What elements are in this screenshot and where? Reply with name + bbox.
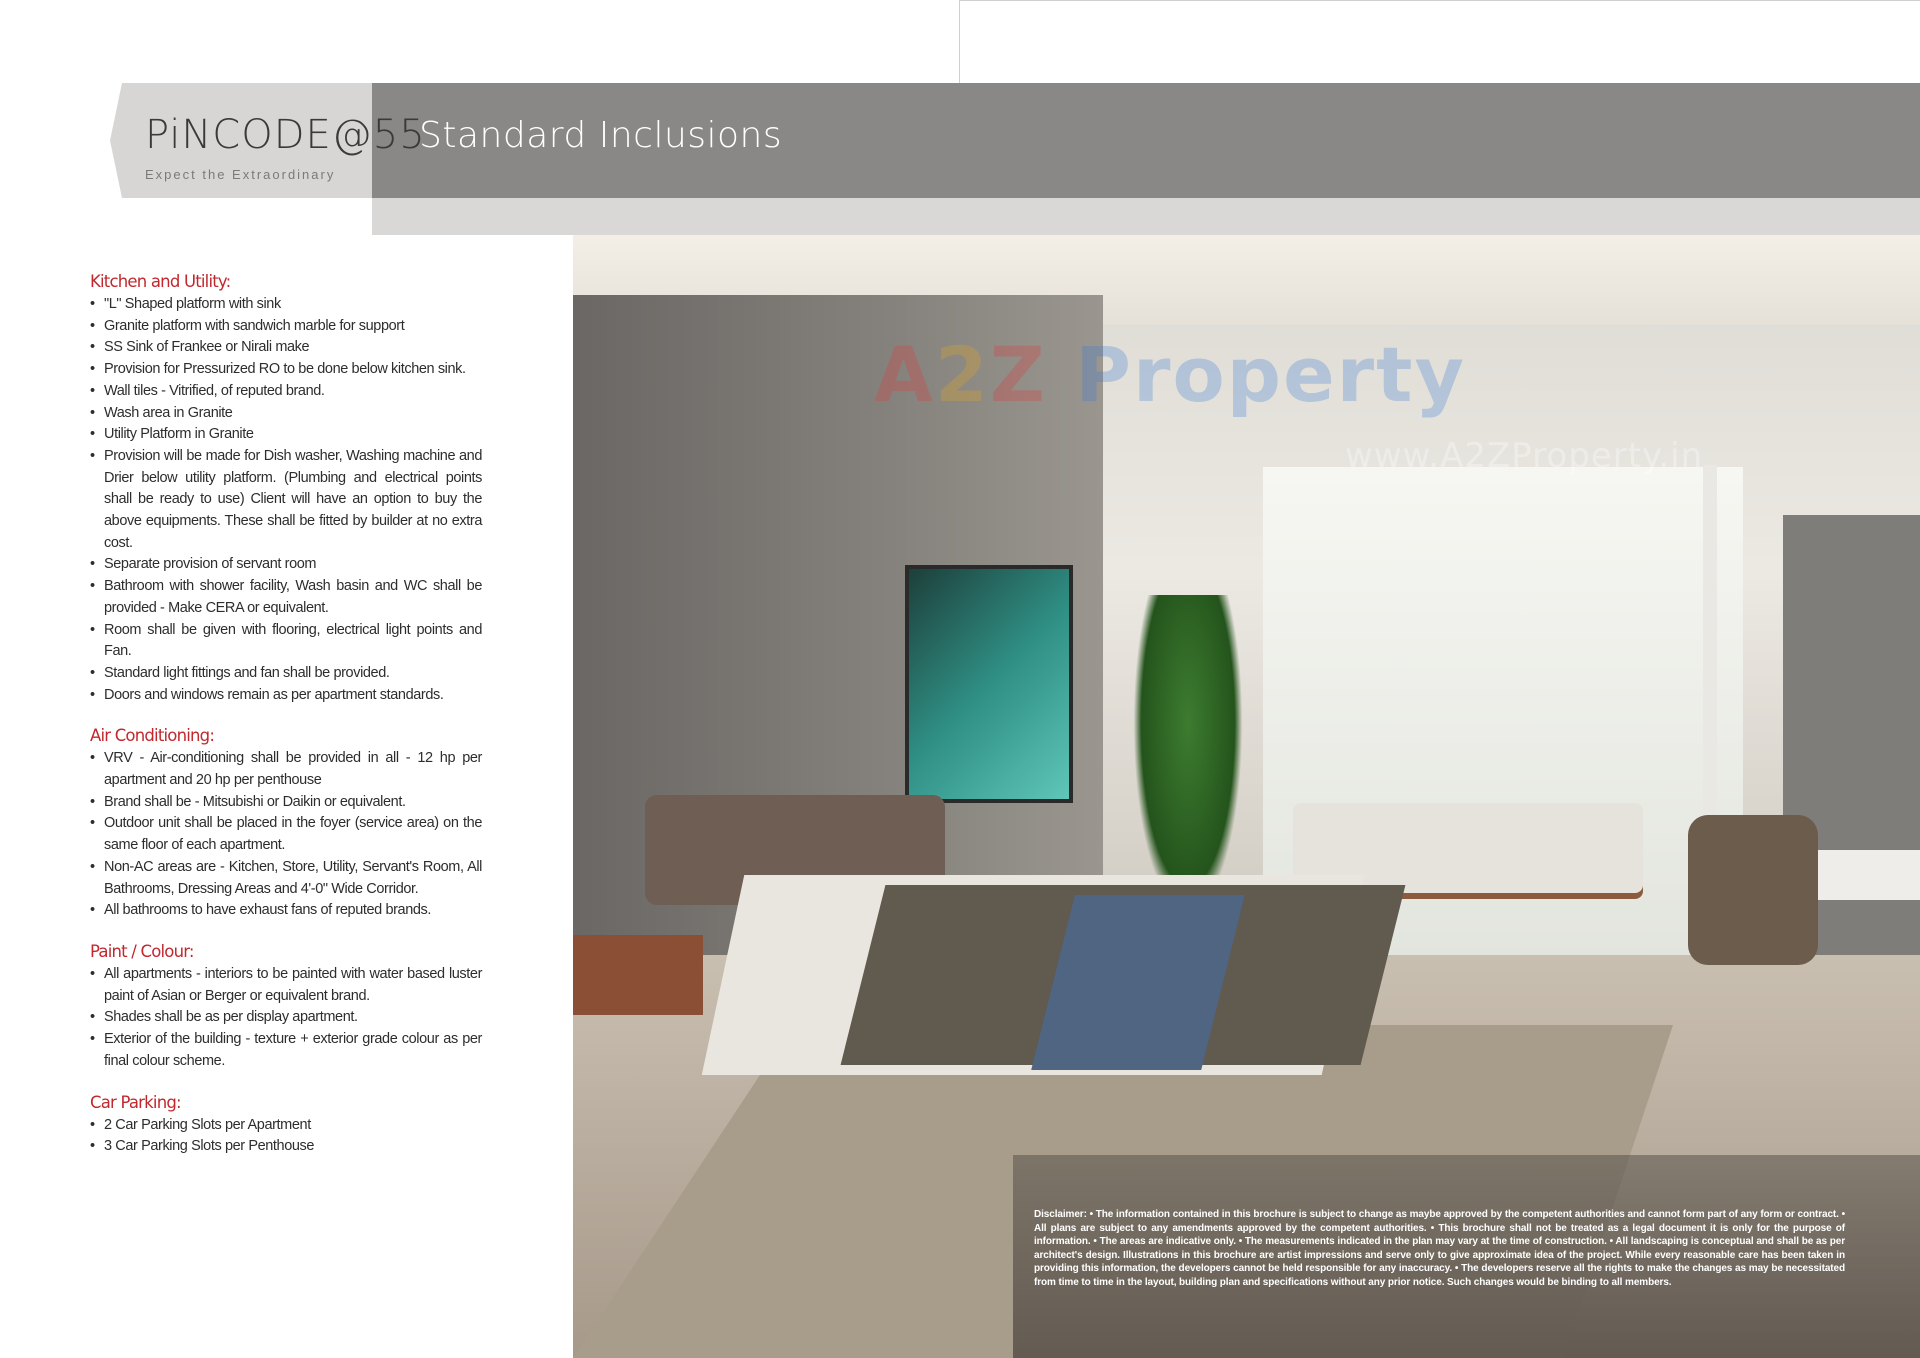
list-item: • Wash area in Granite bbox=[90, 403, 482, 425]
section-title: Air Conditioning: bbox=[90, 726, 215, 746]
section-paint-colour bbox=[90, 942, 482, 1073]
list-item: • Wall tiles - Vitrified, of reputed brand. bbox=[90, 381, 482, 403]
list-item: • Provision for Pressurized RO to be done below kitchen sink. bbox=[90, 359, 482, 381]
list-item: • Provision will be made for Dish washer, Washing machine and Drier below utility platform. (Plumbing and electrical points shall be ready to use) Client will have an option to buy the above equipments. These shall be fitted by builder at no extra cost. bbox=[90, 446, 482, 555]
list-item: • Utility Platform in Granite bbox=[90, 424, 482, 446]
watermark-brand bbox=[874, 330, 1466, 419]
nightstand bbox=[573, 935, 703, 1015]
potted-plant bbox=[1133, 595, 1243, 915]
header-subband bbox=[372, 198, 1920, 235]
logo-brand: PiNCODE@55 bbox=[145, 112, 426, 158]
section-title: Kitchen and Utility: bbox=[90, 272, 231, 291]
watermark-part: A bbox=[874, 330, 935, 419]
page-top-edge bbox=[959, 0, 1920, 1]
watermark-part: 2 bbox=[934, 330, 990, 419]
inclusions-list bbox=[90, 272, 482, 1178]
page-title: Standard Inclusions bbox=[419, 115, 783, 156]
list-item: • SS Sink of Frankee or Nirali make bbox=[90, 337, 482, 359]
list-item: • Separate provision of servant room bbox=[90, 554, 482, 576]
list-item: • Doors and windows remain as per apartment standards. bbox=[90, 685, 482, 707]
list-item: • Outdoor unit shall be placed in the foyer (service area) on the same floor of each apartment. bbox=[90, 813, 482, 856]
lounge-chair bbox=[1688, 815, 1818, 965]
section-car-parking bbox=[90, 1093, 482, 1158]
list-item: • Room shall be given with flooring, electrical light points and Fan. bbox=[90, 620, 482, 663]
list-item: • All apartments - interiors to be painted with water based luster paint of Asian or Berger or equivalent brand. bbox=[90, 964, 482, 1007]
section-air-conditioning bbox=[90, 726, 482, 922]
watermark-url: www.A2ZProperty.in bbox=[1345, 436, 1704, 476]
section-kitchen-utility bbox=[90, 272, 482, 706]
disclaimer-text: Disclaimer: • The information contained in this brochure is subject to change as maybe approved by the competent authorities and cannot form part of any form or contract. • All plans are subject to any amendments approved by the competent authorities. • This brochure shall not be treated as a legal document it is only for the purpose of information. • The areas are indicative only. • The measurements indicated in the plan may vary at the time of construction. • All landscaping is conceptual and shall be as per architect's design. Illustrations in this brochure are artist impressions and serve only to give approximate idea of the project. While every reasonable care has been taken in providing this information, the developers cannot be held responsible for any inaccuracy. • The developers reserve all the rights to make the changes as may be necessitated from time to time in the layout, building plan and specifications without any prior notice. Such changes would be binding to all members. bbox=[1034, 1209, 1845, 1288]
list-item: • VRV - Air-conditioning shall be provided in all - 12 hp per apartment and 20 hp per penthouse bbox=[90, 748, 482, 791]
list-item: • Standard light fittings and fan shall be provided. bbox=[90, 663, 482, 685]
list-item: • Brand shall be - Mitsubishi or Daikin or equivalent. bbox=[90, 792, 482, 814]
watermark-part: Property bbox=[1046, 330, 1466, 419]
list-item: • Exterior of the building - texture + exterior grade colour as per final colour scheme. bbox=[90, 1029, 482, 1072]
list-item: • Shades shall be as per display apartment. bbox=[90, 1007, 482, 1029]
list-item: • Bathroom with shower facility, Wash basin and WC shall be provided - Make CERA or equivalent. bbox=[90, 576, 482, 619]
list-item: • 2 Car Parking Slots per Apartment bbox=[90, 1115, 482, 1137]
watermark-part: Z bbox=[989, 330, 1047, 419]
wall-art bbox=[905, 565, 1073, 803]
logo-tagline: Expect the Extraordinary bbox=[145, 167, 336, 182]
list-item: • 3 Car Parking Slots per Penthouse bbox=[90, 1136, 482, 1158]
list-item: • "L" Shaped platform with sink bbox=[90, 294, 482, 316]
list-item: • Granite platform with sandwich marble for support bbox=[90, 316, 482, 338]
list-item: • All bathrooms to have exhaust fans of reputed brands. bbox=[90, 900, 482, 922]
list-item: • Non-AC areas are - Kitchen, Store, Utility, Servant's Room, All Bathrooms, Dressing Areas and 4'-0" Wide Corridor. bbox=[90, 857, 482, 900]
section-title: Paint / Colour: bbox=[90, 941, 194, 961]
section-title: Car Parking: bbox=[90, 1092, 181, 1112]
